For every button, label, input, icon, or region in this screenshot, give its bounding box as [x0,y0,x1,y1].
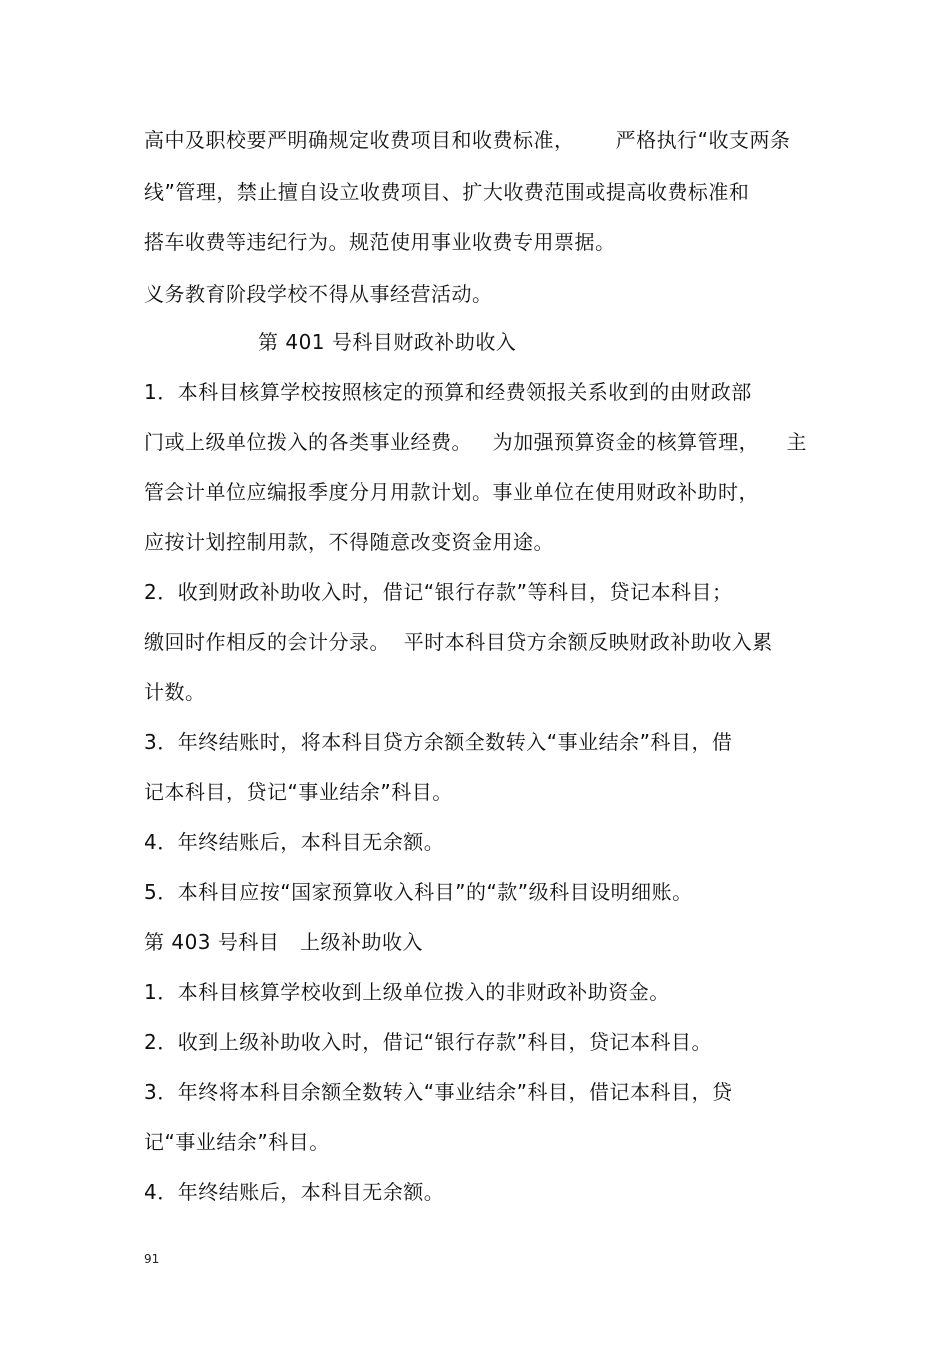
paragraph-line: 4．年终结账后，本科目无余额。 [144,830,445,854]
paragraph-line: 3．年终将本科目余额全数转入“事业结余”科目，借记本科目，贷 [144,1080,733,1104]
paragraph-line: 2．收到财政补助收入时，借记“银行存款”等科目，贷记本科目； [144,580,733,604]
paragraph-line: 2．收到上级补助收入时，借记“银行存款”科目，贷记本科目。 [144,1030,712,1054]
paragraph-line: 管会计单位应编报季度分月用款计划。事业单位在使用财政补助时， [144,480,759,504]
paragraph-line: 义务教育阶段学校不得从事经营活动。 [144,282,493,306]
section-heading-403: 第 403 号科目 上级补助收入 [144,930,423,954]
paragraph-line: 缴回时作相反的会计分录。 平时本科目贷方余额反映财政补助收入累 [144,630,773,654]
section-heading-401: 第 401 号科目财政补助收入 [258,330,517,354]
paragraph-line: 线”管理，禁止擅自设立收费项目、扩大收费范围或提高收费标准和 [144,180,750,204]
paragraph-line: 记本科目，贷记“事业结余”科目。 [144,780,453,804]
paragraph-line: 高中及职校要严明确规定收费项目和收费标准， 严格执行“收支两条 [144,128,791,152]
paragraph-line: 5．本科目应按“国家预算收入科目”的“款”级科目设明细账。 [144,880,693,904]
paragraph-line: 应按计划控制用款，不得随意改变资金用途。 [144,530,554,554]
paragraph-line: 记“事业结余”科目。 [144,1130,330,1154]
paragraph-line: 计数。 [144,680,206,704]
paragraph-line: 1．本科目核算学校按照核定的预算和经费领报关系收到的由财政部 [144,380,752,404]
paragraph-line: 搭车收费等违纪行为。规范使用事业收费专用票据。 [144,230,616,254]
page-number: 91 [144,1252,160,1266]
paragraph-line: 3．年终结账时，将本科目贷方余额全数转入“事业结余”科目，借 [144,730,733,754]
paragraph-line: 门或上级单位拨入的各类事业经费。 为加强预算资金的核算管理， 主 [144,430,808,454]
paragraph-line: 1．本科目核算学校收到上级单位拨入的非财政补助资金。 [144,980,670,1004]
paragraph-line: 4．年终结账后，本科目无余额。 [144,1180,445,1204]
